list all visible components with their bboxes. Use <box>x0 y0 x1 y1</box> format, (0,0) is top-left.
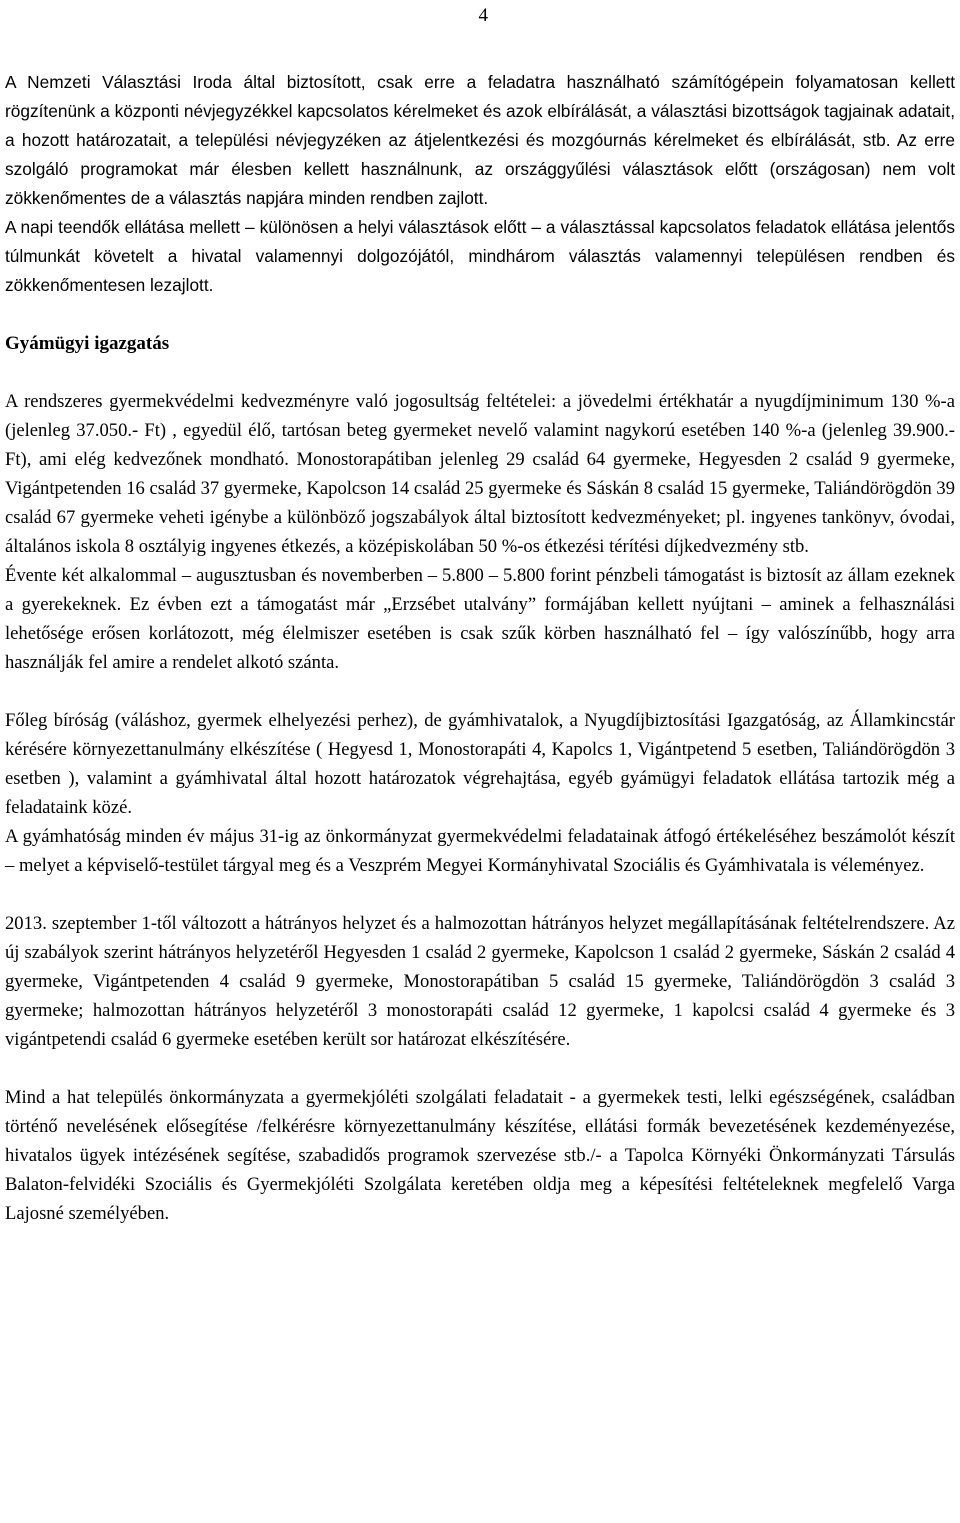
document-body <box>5 68 955 1228</box>
guardianship-paragraph-5: 2013. szeptember 1-től változott a hátrányos helyzet és a halmozottan hátrányos helyzet megállapításának feltételrendszere. Az új szabályok szerint hátrányos helyzetéről Hegyesden 1 család 2 gyermeke, Kapolcson 1 család 2 gyermeke, Sáskán 2 család 4 gyermeke, Vigántpetenden 4 család 9 gyermeke, Monostorapátiban 5 család 15 gyermeke, Taliándörögdön 3 család 3 gyermeke; halmozottan hátrányos helyzetéről 3 monostorapáti család 12 gyermeke, 1 kapolcsi család 4 gyermeke és 3 vigántpetendi család 6 gyermeke esetében került sor határozat elkészítésére. <box>5 913 955 1050</box>
guardianship-paragraph-6: Mind a hat település önkormányzata a gyermekjóléti szolgálati feladatait - a gyermekek testi, lelki egészségének, családban történő nevelésének elősegítése /felkérésre környezettanulmány készítése, ellátási formák bevezetésének kezdeményezése, hivatalos ügyek intézésének segítése, szabadidős programok szervezése stb./- a Tapolca Környéki Önkormányzati Társulás Balaton-felvidéki Szociális és Gyermekjóléti Szolgálata keretében oldja meg a képesítési feltételeknek megfelelő Varga Lajosné személyében. <box>5 1087 955 1224</box>
guardianship-paragraph-4: A gyámhatóság minden év május 31-ig az önkormányzat gyermekvédelmi feladatainak átfogó értékeléséhez beszámolót készít – melyet a képviselő-testület tárgyal meg és a Veszprém Megyei Kormányhivatal Szociális és Gyámhivatala is véleményez. <box>5 826 955 876</box>
page-number: 4 <box>478 5 488 26</box>
section-heading-guardianship: Gyámügyi igazgatás <box>5 333 170 354</box>
guardianship-paragraph-3: Főleg bíróság (váláshoz, gyermek elhelyezési perhez), de gyámhivatalok, a Nyugdíjbiztosítási Igazgatóság, az Államkincstár kérésére környezettanulmány elkészítése ( Hegyesd 1, Monostorapáti 4, Kapolcs 1, Vigántpetend 5 esetben, Taliándörögdön 3 esetben ), valamint a gyámhivatal által hozott határozatok végrehajtása, egyéb gyámügyi feladatok ellátása tartozik még a feladataink közé. <box>5 710 955 818</box>
guardianship-paragraph-1: A rendszeres gyermekvédelmi kedvezményre való jogosultság feltételei: a jövedelmi értékhatár a nyugdíjminimum 130 %-a (jelenleg 37.050.- Ft) , egyedül élő, tartósan beteg gyermeket nevelő valamint nagykorú esetében 140 %-a (jelenleg 39.900.- Ft), ami elég kedvezőnek mondható. Monostorapátiban jelenleg 29 család 64 gyermeke, Hegyesden 2 család 9 gyermeke, Vigántpetenden 16 család 37 gyermeke, Kapolcson 14 család 25 gyermeke és Sáskán 8 család 15 gyermeke, Taliándörögdön 39 család 67 gyermeke veheti igénybe a különböző jogszabályok által biztosított kedvezményeket; pl. ingyenes tankönyv, óvodai, általános iskola 8 osztályig ingyenes étkezés, a középiskolában 50 %-os étkezési térítési díjkedvezmény stb. <box>5 391 955 557</box>
election-paragraph-1: A Nemzeti Választási Iroda által biztosított, csak erre a feladatra használható számítógépein folyamatosan kellett rögzítenünk a központi névjegyzékkel kapcsolatos kérelmeket és azok elbírálását, a választási bizottságok tagjainak adatait, a hozott határozatait, a települési névjegyzéken az átjelentkezési és mozgóurnás kérelmeket és elbírálását, stb. Az erre szolgáló programokat már élesben kellett használnunk, az országgyűlési választások előtt (országosan) nem volt zökkenőmentes de a választás napjára minden rendben zajlott. <box>5 72 955 208</box>
guardianship-paragraph-2: Évente két alkalommal – augusztusban és novemberben – 5.800 – 5.800 forint pénzbeli támogatást is biztosít az állam ezeknek a gyerekeknek. Ez évben ezt a támogatást már „Erzsébet utalvány” formájában kellett nyújtani – aminek a felhasználási lehetősége erősen korlátozott, még élelmiszer esetében is csak szűk körben használható fel – így valószínűbb, hogy arra használják fel amire a rendelet alkotó szánta. <box>5 565 955 673</box>
election-paragraph-2: A napi teendők ellátása mellett – különösen a helyi választások előtt – a választással kapcsolatos feladatok ellátása jelentős túlmunkát követelt a hivatal valamennyi dolgozójától, mindhárom választás valamennyi településen rendben és zökkenőmentesen lezajlott. <box>5 217 955 295</box>
